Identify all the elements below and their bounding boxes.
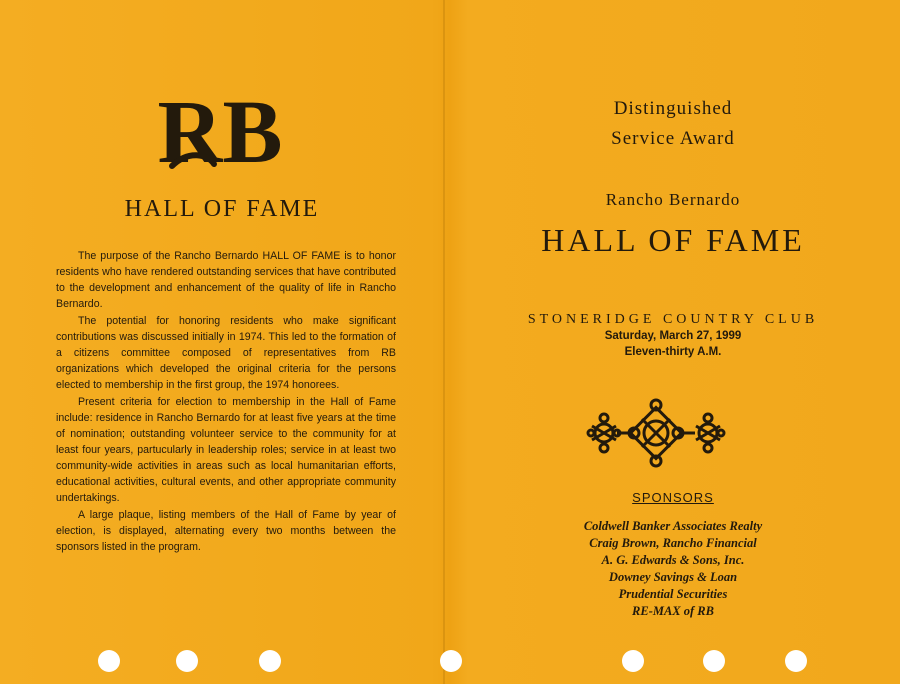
award-title	[446, 94, 900, 154]
event-date: Saturday, March 27, 1999	[604, 330, 742, 342]
left-hall-of-fame-title: HALL OF FAME	[124, 196, 320, 222]
binder-hole	[703, 650, 725, 672]
community-name: Rancho Bernardo	[605, 190, 741, 209]
binder-hole	[440, 650, 462, 672]
sponsor-item: A. G. Edwards & Sons, Inc.	[601, 553, 745, 567]
binder-hole	[98, 650, 120, 672]
binder-hole	[785, 650, 807, 672]
sponsor-list	[446, 518, 900, 620]
sponsor-item: Prudential Securities	[618, 587, 728, 601]
svg-text:RB: RB	[157, 83, 283, 182]
right-panel	[446, 0, 900, 684]
sponsor-item: Coldwell Banker Associates Realty	[583, 519, 763, 533]
award-line-2: Service Award	[611, 128, 735, 149]
left-panel	[0, 0, 444, 684]
right-hall-of-fame-title: HALL OF FAME	[541, 222, 805, 258]
event-time: Eleven-thirty A.M.	[624, 346, 722, 358]
award-line-1: Distinguished	[613, 98, 733, 119]
purpose-text	[56, 248, 396, 556]
binder-hole	[176, 650, 198, 672]
paragraph-purpose: The purpose of the Rancho Bernardo HALL OF FAME is to honor residents who have rendered outstanding services that have contributed to the development and enhancement of the quality of life in Rancho Bernardo.	[56, 250, 396, 310]
binder-hole	[622, 650, 644, 672]
paragraph-plaque: A large plaque, listing members of the Hall of Fame by year of election, is displayed, alternating every two months between the sponsors listed in the program.	[56, 509, 396, 553]
paragraph-criteria: Present criteria for election to membership in the Hall of Fame include: residence in Rancho Bernardo for at least five years at the time of nomination; outstanding volunteer service to the community for at least four years, partucularly in leadership roles; service in at least two community-wide activities in areas such as local humanitarian efforts, educational activities, cultural events, and other appropriate community undertakings.	[56, 396, 396, 504]
venue-name: STONERIDGE COUNTRY CLUB	[527, 312, 819, 327]
knot-ornament-icon	[586, 398, 726, 468]
rb-logo-icon	[157, 80, 283, 182]
binder-hole	[259, 650, 281, 672]
paragraph-history: The potential for honoring residents who make significant contributions was discussed initially in 1974. This led to the formation of a citizens committee composed of representatives from RB organizations which developed the original criteria for the persons elected to membership in the first group, the 1974 honorees.	[56, 315, 396, 391]
sponsors-heading: SPONSORS	[632, 490, 714, 505]
sponsor-item: Craig Brown, Rancho Financial	[589, 536, 757, 550]
sponsor-item: RE-MAX of RB	[632, 604, 714, 618]
sponsor-item: Downey Savings & Loan	[608, 570, 738, 584]
